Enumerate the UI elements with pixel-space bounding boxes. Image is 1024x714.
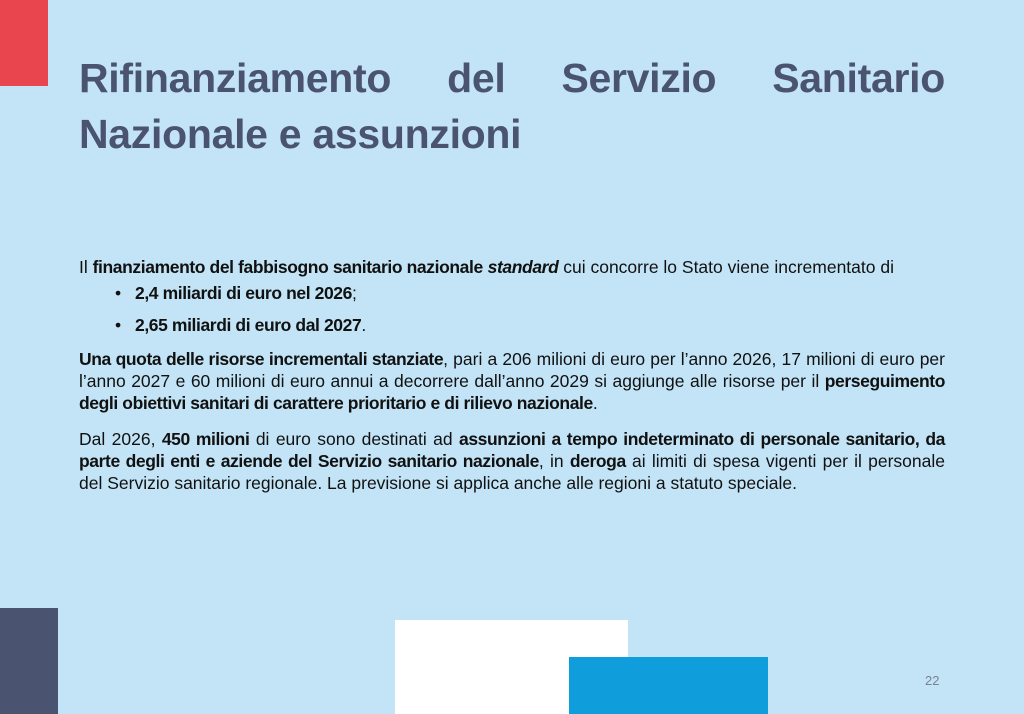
bold-run: Una quota delle risorse incrementali stanziate — [79, 349, 444, 369]
slide-title: Rifinanziamento del Servizio Sanitario Nazionale e assunzioni — [79, 55, 945, 157]
text-run: di euro sono destinati ad — [249, 429, 460, 449]
bold-run: 2,65 miliardi di euro dal 2027 — [135, 315, 362, 335]
blue-accent-block — [569, 657, 768, 714]
red-accent-block — [0, 0, 48, 86]
text-run: . — [592, 393, 598, 413]
text-run: , in — [538, 451, 570, 471]
funding-bullet-list — [79, 282, 945, 336]
bold-run: 450 milioni — [161, 429, 250, 449]
text-run: ai limiti di spesa vigenti per il personale del Servizio sanitario regionale. La previsione si applica anche alle regioni a statuto speciale. — [79, 451, 946, 493]
bold-run: finanziamento del fabbisogno sanitario nazionale — [92, 257, 483, 277]
text-run: . — [361, 315, 367, 335]
text-run: cui concorre lo Stato viene incrementato di — [558, 257, 894, 277]
bullet-icon: • — [115, 315, 122, 335]
list-item — [115, 282, 945, 304]
bullet-icon: • — [115, 283, 122, 303]
paragraph-hiring — [79, 428, 945, 494]
bold-run: 2,4 miliardi di euro nel 2026 — [135, 283, 352, 303]
text-run: ; — [351, 283, 357, 303]
text-run: , pari a 206 milioni di euro per l’anno 2026, 17 milioni di euro per l’anno 2027 e 60 milioni di euro annui a decorrere dall’anno 2029 si aggiunge alle risorse per il — [79, 349, 945, 391]
page-number: 22 — [925, 673, 940, 688]
bold-run: deroga — [569, 451, 626, 471]
bold-italic-run: standard — [487, 257, 559, 277]
bold-run: perseguimento degli obiettivi sanitari di carattere prioritario e di rilievo nazionale — [79, 371, 945, 413]
slide-body — [79, 256, 945, 508]
text-run: Dal 2026, — [79, 429, 162, 449]
text-run: Il — [79, 257, 93, 277]
bold-run: assunzioni a tempo indeterminato di personale sanitario, da parte degli enti e aziende del Servizio sanitario nazionale — [79, 429, 945, 471]
list-item — [115, 314, 945, 336]
paragraph-financing — [79, 256, 945, 278]
navy-accent-block — [0, 608, 58, 714]
paragraph-incremental-resources — [79, 348, 945, 414]
